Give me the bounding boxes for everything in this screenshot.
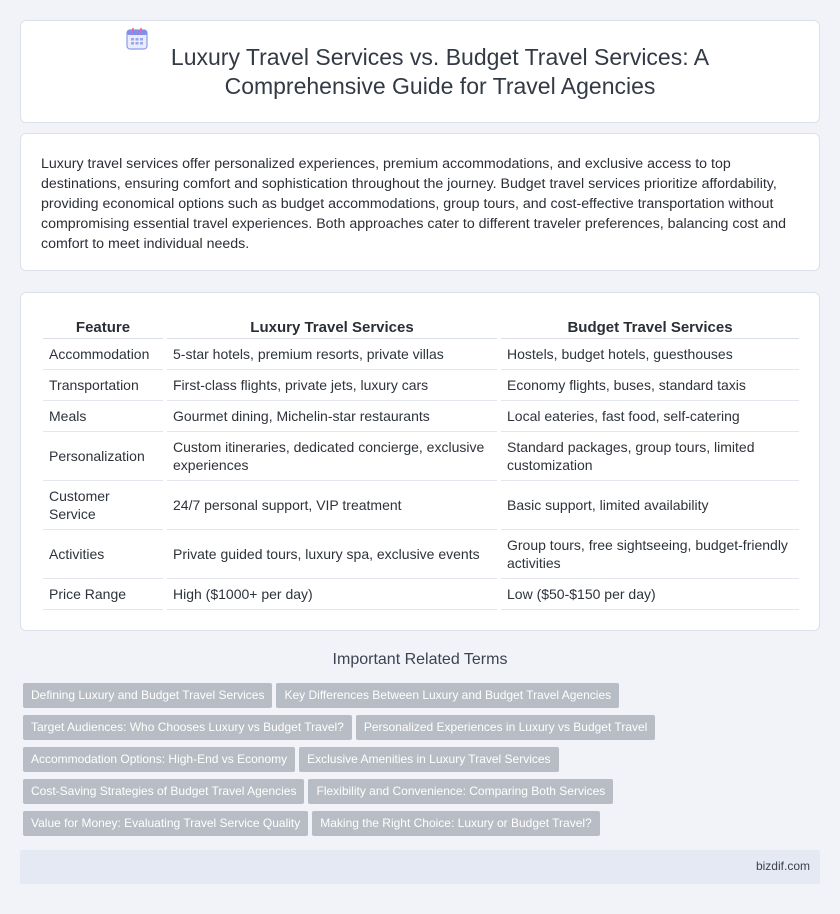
row-luxury: First-class flights, private jets, luxury cars xyxy=(165,370,499,401)
row-budget: Economy flights, buses, standard taxis xyxy=(499,370,799,401)
intro-paragraph: Luxury travel services offer personalized experiences, premium accommodations, and exclusive access to top destinations, ensuring comfort and sophistication throughout the journey. Budget travel services prioritize affordability, providing economical options such as budget accommodations, group tours, and cost-effective transportation without compromising essential travel experiences. Both approaches cater to different traveler preferences, balancing cost and comfort to meet individual needs. xyxy=(41,156,786,252)
comparison-card xyxy=(20,292,820,631)
table-row xyxy=(43,370,799,401)
row-budget: Group tours, free sightseeing, budget-friendly activities xyxy=(499,530,799,579)
row-feature: Meals xyxy=(43,401,165,432)
related-term-tag[interactable]: Value for Money: Evaluating Travel Service Quality xyxy=(23,811,308,836)
related-term-tag[interactable]: Making the Right Choice: Luxury or Budget Travel? xyxy=(312,811,599,836)
row-feature: Transportation xyxy=(43,370,165,401)
row-budget: Basic support, limited availability xyxy=(499,481,799,530)
table-row xyxy=(43,432,799,481)
table-row xyxy=(43,401,799,432)
page-title: Luxury Travel Services vs. Budget Travel Services: A Comprehensive Guide for Travel Agencies xyxy=(170,44,710,99)
footer xyxy=(20,850,820,884)
row-luxury: Private guided tours, luxury spa, exclusive events xyxy=(165,530,499,579)
related-terms-list xyxy=(23,683,823,843)
row-budget: Hostels, budget hotels, guesthouses xyxy=(499,339,799,370)
related-term-tag[interactable]: Defining Luxury and Budget Travel Services xyxy=(23,683,272,708)
footer-site-link[interactable]: bizdif.com xyxy=(755,859,810,873)
header-luxury: Luxury Travel Services xyxy=(165,313,499,339)
table-row xyxy=(43,579,799,610)
related-term-tag[interactable]: Cost-Saving Strategies of Budget Travel Agencies xyxy=(23,779,304,804)
row-luxury: Custom itineraries, dedicated concierge, exclusive experiences xyxy=(165,432,499,481)
row-feature: Activities xyxy=(43,530,165,579)
row-feature: Accommodation xyxy=(43,339,165,370)
header-card xyxy=(20,20,820,123)
row-luxury: Gourmet dining, Michelin-star restaurants xyxy=(165,401,499,432)
row-feature: Personalization xyxy=(43,432,165,481)
related-term-tag[interactable]: Key Differences Between Luxury and Budget Travel Agencies xyxy=(276,683,619,708)
header-budget: Budget Travel Services xyxy=(499,313,799,339)
header-feature: Feature xyxy=(43,313,165,339)
comparison-table xyxy=(43,313,799,610)
table-row xyxy=(43,481,799,530)
related-term-tag[interactable]: Personalized Experiences in Luxury vs Budget Travel xyxy=(356,715,655,740)
related-term-tag[interactable]: Accommodation Options: High-End vs Economy xyxy=(23,747,295,772)
table-row xyxy=(43,339,799,370)
row-budget: Local eateries, fast food, self-catering xyxy=(499,401,799,432)
table-row xyxy=(43,530,799,579)
related-term-tag[interactable]: Target Audiences: Who Chooses Luxury vs Budget Travel? xyxy=(23,715,352,740)
row-budget: Low ($50-$150 per day) xyxy=(499,579,799,610)
related-term-tag[interactable]: Exclusive Amenities in Luxury Travel Services xyxy=(299,747,558,772)
row-luxury: 5-star hotels, premium resorts, private villas xyxy=(165,339,499,370)
row-feature: Price Range xyxy=(43,579,165,610)
row-feature: Customer Service xyxy=(43,481,165,530)
related-terms-title: Important Related Terms xyxy=(332,651,508,668)
row-luxury: High ($1000+ per day) xyxy=(165,579,499,610)
row-budget: Standard packages, group tours, limited customization xyxy=(499,432,799,481)
row-luxury: 24/7 personal support, VIP treatment xyxy=(165,481,499,530)
table-header-row xyxy=(43,313,799,339)
related-term-tag[interactable]: Flexibility and Convenience: Comparing Both Services xyxy=(308,779,613,804)
intro-card xyxy=(20,133,820,271)
